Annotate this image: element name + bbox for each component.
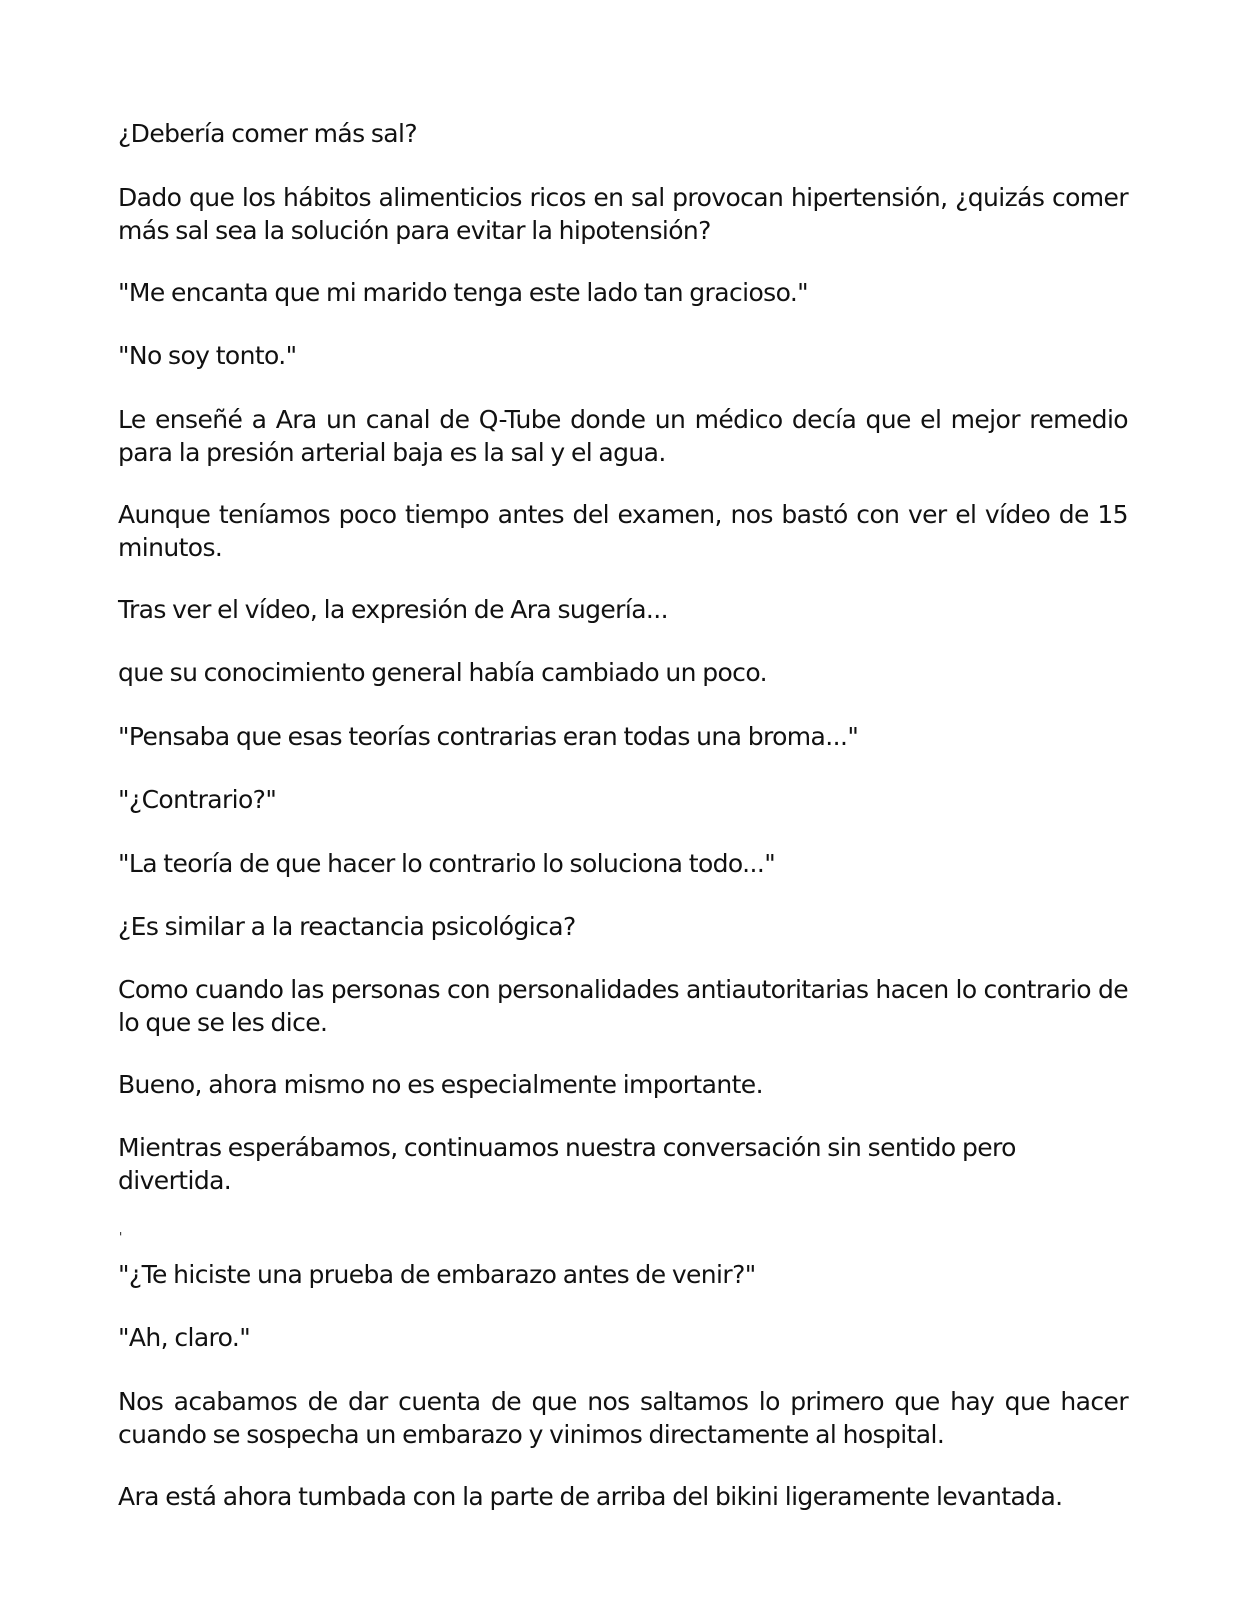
paragraph-19: Ara está ahora tumbada con la parte de arriba del bikini ligeramente levantada.	[118, 1482, 1063, 1511]
paragraph-3: "Me encanta que mi marido tenga este lado tan gracioso."	[118, 278, 809, 307]
paragraph-5: Le enseñé a Ara un canal de Q-Tube donde un médico decía que el mejor remedio para la presión arterial baja es la sal y el agua.	[118, 405, 1128, 467]
paragraph-15: Mientras esperábamos, continuamos nuestra conversación sin sentido pero divertida.	[118, 1133, 1016, 1195]
separator-mark: '	[119, 1230, 123, 1244]
paragraph-16: "¿Te hiciste una prueba de embarazo antes de venir?"	[118, 1260, 756, 1289]
paragraph-9: "Pensaba que esas teorías contrarias eran todas una broma..."	[118, 722, 859, 751]
paragraph-13: Como cuando las personas con personalidades antiautoritarias hacen lo contrario de lo que se les dice.	[118, 975, 1128, 1037]
paragraph-18: Nos acabamos de dar cuenta de que nos saltamos lo primero que hay que hacer cuando se sospecha un embarazo y vinimos directamente al hospital.	[118, 1387, 1128, 1449]
paragraph-10: "¿Contrario?"	[118, 785, 277, 814]
paragraph-6: Aunque teníamos poco tiempo antes del examen, nos bastó con ver el vídeo de 15 minutos.	[118, 500, 1128, 562]
paragraph-11: "La teoría de que hacer lo contrario lo soluciona todo..."	[118, 849, 776, 878]
paragraph-8: que su conocimiento general había cambiado un poco.	[118, 658, 767, 687]
paragraph-2: Dado que los hábitos alimenticios ricos en sal provocan hipertensión, ¿quizás comer más sal sea la solución para evitar la hipotensión?	[118, 183, 1128, 245]
paragraph-12: ¿Es similar a la reactancia psicológica?	[118, 912, 576, 941]
paragraph-4: "No soy tonto."	[118, 341, 297, 370]
paragraph-14: Bueno, ahora mismo no es especialmente importante.	[118, 1070, 763, 1099]
paragraph-17: "Ah, claro."	[118, 1323, 251, 1352]
paragraph-7: Tras ver el vídeo, la expresión de Ara sugería...	[118, 595, 668, 624]
paragraph-1: ¿Debería comer más sal?	[118, 119, 418, 148]
